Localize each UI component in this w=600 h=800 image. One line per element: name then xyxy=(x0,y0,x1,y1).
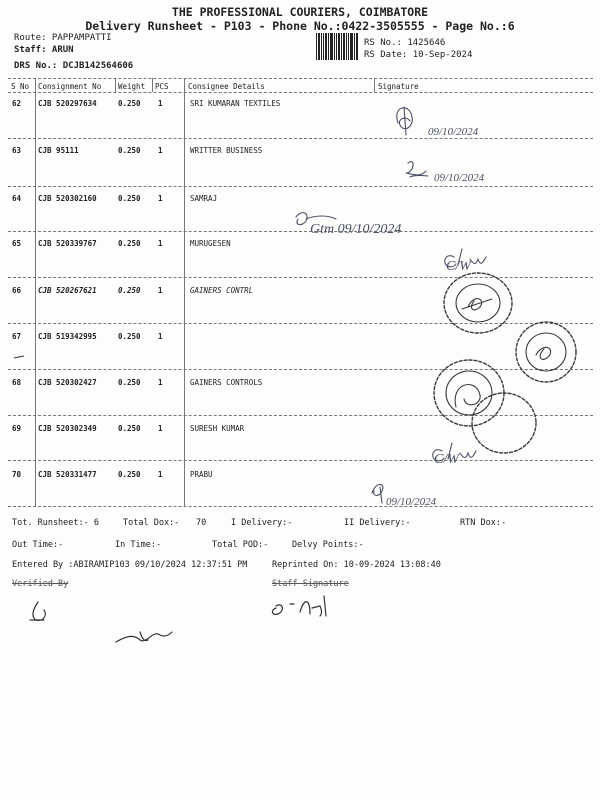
signature-ink-layer xyxy=(310,95,596,515)
row-sno: 68 xyxy=(12,378,22,387)
col-consignee: Consignee Details xyxy=(188,82,265,91)
staff-signature-label: Staff Signature xyxy=(272,579,349,589)
route-label: Route: PAPPAMPATTI xyxy=(14,33,112,43)
row-consignment: CJB 520302427 xyxy=(38,378,97,387)
col-sno: S No xyxy=(11,82,30,91)
row-consignment: CJB 520297634 xyxy=(38,99,97,108)
row-pcs: 1 xyxy=(158,146,163,155)
signature-date-row-64: Gtm 09/10/2024 xyxy=(310,222,402,237)
stamp-circle xyxy=(456,284,500,322)
header-bottom-rule xyxy=(8,92,593,93)
barcode-image xyxy=(315,33,359,60)
signature-date-row-63: 09/10/2024 xyxy=(434,172,485,184)
signature-text-row-65: C/W xyxy=(446,259,471,274)
row-consignee: PRABU xyxy=(190,470,213,479)
row-pcs: 1 xyxy=(158,378,163,387)
row-pcs: 1 xyxy=(158,286,163,295)
tot-runsheet: Tot. Runsheet:- 6 xyxy=(12,518,99,528)
signature-date-row-70: 09/10/2024 xyxy=(386,496,437,508)
stamp-circle xyxy=(472,393,536,453)
stamp-circle xyxy=(516,322,576,382)
total-dox-value: 70 xyxy=(196,518,207,528)
initials-signature xyxy=(116,632,172,642)
row-pcs: 1 xyxy=(158,239,163,248)
signature-row-63 xyxy=(406,162,428,177)
col-pcs: PCS xyxy=(155,82,169,91)
row-consignment: CJB 95111 xyxy=(38,146,79,155)
row-weight: 0.250 xyxy=(118,424,141,433)
row-pcs: 1 xyxy=(158,194,163,203)
total-dox-label: Total Dox:- xyxy=(123,518,180,528)
delvy-points: Delvy Points:- xyxy=(292,540,364,550)
bottom-signatures xyxy=(20,590,580,650)
stray-mark xyxy=(8,340,38,370)
row-weight: 0.250 xyxy=(118,194,141,203)
signature-row-62 xyxy=(397,107,412,135)
verifier-signature xyxy=(30,602,45,620)
stamp-mark xyxy=(455,385,480,407)
row-sno: 66 xyxy=(12,286,22,295)
signature-date-row-62: 09/10/2024 xyxy=(428,126,479,138)
col-divider xyxy=(184,78,185,506)
row-consignee: SURESH KUMAR xyxy=(190,424,245,433)
signature-text-row-69: C/W xyxy=(434,452,459,467)
row-sno: 69 xyxy=(12,424,22,433)
stamp-mark xyxy=(536,347,551,359)
row-sno: 64 xyxy=(12,194,22,203)
row-weight: 0.250 xyxy=(118,286,141,295)
stamp-mark xyxy=(462,299,492,310)
row-sno: 67 xyxy=(12,332,22,341)
rs-number: RS No.: 1425646 xyxy=(364,38,446,48)
reprinted-on: Reprinted On: 10-09-2024 13:08:40 xyxy=(272,560,441,570)
row-weight: 0.250 xyxy=(118,332,141,341)
stamp-circle xyxy=(526,333,566,371)
row-weight: 0.250 xyxy=(118,99,141,108)
row-sno: 70 xyxy=(12,470,22,479)
col-consignment: Consignment No xyxy=(38,82,102,91)
row-pcs: 1 xyxy=(158,470,163,479)
col-divider xyxy=(152,78,153,92)
row-weight: 0.250 xyxy=(118,239,141,248)
row-consignee: GAINERS CONTRL xyxy=(190,286,254,295)
row-consignment: CJB 519342995 xyxy=(38,332,97,341)
row-consignee: MURUGESEN xyxy=(190,239,231,248)
entered-by: Entered By :ABIRAMIP103 09/10/2024 12:37:51 PM xyxy=(12,560,248,570)
col-signature: Signature xyxy=(378,82,419,91)
row-pcs: 1 xyxy=(158,424,163,433)
row-consignee: SRI KUMARAN TEXTILES xyxy=(190,99,281,108)
row-consignment: CJB 520302349 xyxy=(38,424,97,433)
staff-signature xyxy=(272,596,326,616)
col-divider xyxy=(374,78,375,92)
row-consignee: GAINERS CONTROLS xyxy=(190,378,263,387)
verified-by-label: Verified By xyxy=(12,579,69,589)
company-title: THE PROFESSIONAL COURIERS, COIMBATORE xyxy=(171,5,429,19)
signature-row-70 xyxy=(372,485,383,504)
drs-number: DRS No.: DCJB142564606 xyxy=(14,61,134,71)
total-pod: Total POD:- xyxy=(212,540,269,550)
row-consignee: SAMRAJ xyxy=(190,194,218,203)
row-consignee: WRITTER BUSINESS xyxy=(190,146,263,155)
row-pcs: 1 xyxy=(158,332,163,341)
rs-date: RS Date: 10-Sep-2024 xyxy=(364,50,473,60)
row-weight: 0.250 xyxy=(118,470,141,479)
col-divider xyxy=(115,78,116,92)
stamp-circle xyxy=(446,371,492,415)
stamp-circle xyxy=(444,273,512,333)
table-top-rule xyxy=(8,78,593,79)
staff-label: Staff: ARUN xyxy=(14,45,74,55)
row-sno: 62 xyxy=(12,99,22,108)
row-pcs: 1 xyxy=(158,99,163,108)
stamp-circle xyxy=(434,360,504,426)
row-sno: 65 xyxy=(12,239,22,248)
row-consignment: CJB 520302160 xyxy=(38,194,97,203)
ii-delivery: II Delivery:- xyxy=(344,518,411,528)
col-weight: Weight xyxy=(118,82,146,91)
out-time: Out Time:- xyxy=(12,540,64,550)
row-consignment: CJB 520267621 xyxy=(38,286,97,295)
row-consignment: CJB 520331477 xyxy=(38,470,97,479)
row-consignment: CJB 520339767 xyxy=(38,239,97,248)
runsheet-title: Delivery Runsheet - P103 - Phone No.:0422-3505555 - Page No.:6 xyxy=(85,19,515,33)
col-divider xyxy=(35,78,36,506)
in-time: In Time:- xyxy=(115,540,162,550)
row-sno: 63 xyxy=(12,146,22,155)
row-weight: 0.250 xyxy=(118,378,141,387)
row-weight: 0.250 xyxy=(118,146,141,155)
i-delivery: I Delivery:- xyxy=(231,518,293,528)
rtn-dox: RTN Dox:- xyxy=(460,518,507,528)
